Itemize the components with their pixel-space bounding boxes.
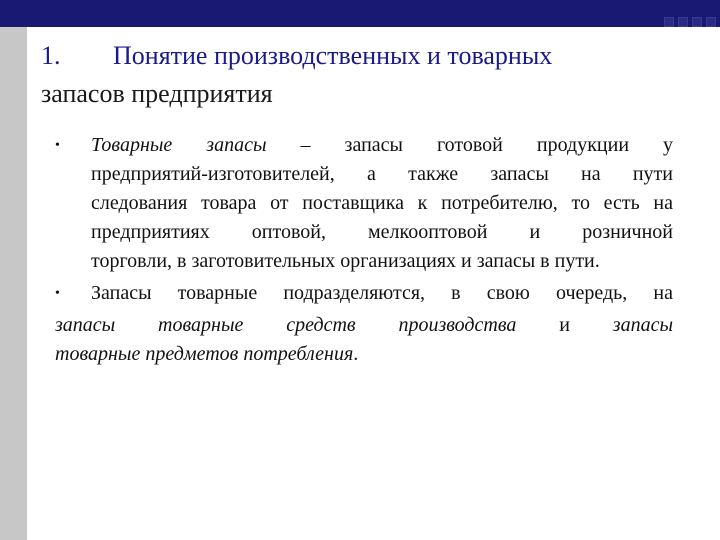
- bullet-1-line-3: следования товара от поставщика к потребителю, то есть на: [91, 192, 673, 214]
- bullet-1-line-1: Товарные запасы – запасы готовой продукции у: [91, 134, 674, 156]
- bullet-2-line-2: запасы товарные средств производства и запасы: [55, 314, 674, 336]
- slide: [27, 27, 720, 540]
- bullet-item-2: [55, 279, 673, 308]
- bullet-2-line-1: Запасы товарные подразделяются, в свою очередь, на: [91, 282, 673, 304]
- bullet-1-line-5: торговли, в заготовительных организациях и запасы в пути.: [91, 250, 600, 272]
- slide-title: [41, 37, 701, 113]
- bullet-item-1: [55, 131, 673, 276]
- top-bar: [0, 0, 720, 27]
- bullet-2-continuation: [55, 311, 673, 369]
- bullet-marker: •: [55, 138, 60, 153]
- title-number: 1.: [41, 41, 61, 70]
- title-line-2: запасов предприятия: [41, 79, 273, 108]
- bullet-1-line-2: предприятий-изготовителей, а также запасы на пути: [91, 163, 673, 185]
- bullet-list: [55, 131, 673, 369]
- decorative-squares: [664, 0, 720, 27]
- bullet-2-line-3: товарные предметов потребления.: [55, 343, 359, 365]
- term-tovarnye-zapasy: Товарные запасы: [91, 134, 267, 156]
- bullet-1-line-4: предприятиях оптовой, мелкооптовой и розничной: [91, 221, 673, 243]
- bullet-marker: •: [55, 286, 60, 301]
- title-line-1: Понятие производственных и товарных: [113, 41, 553, 70]
